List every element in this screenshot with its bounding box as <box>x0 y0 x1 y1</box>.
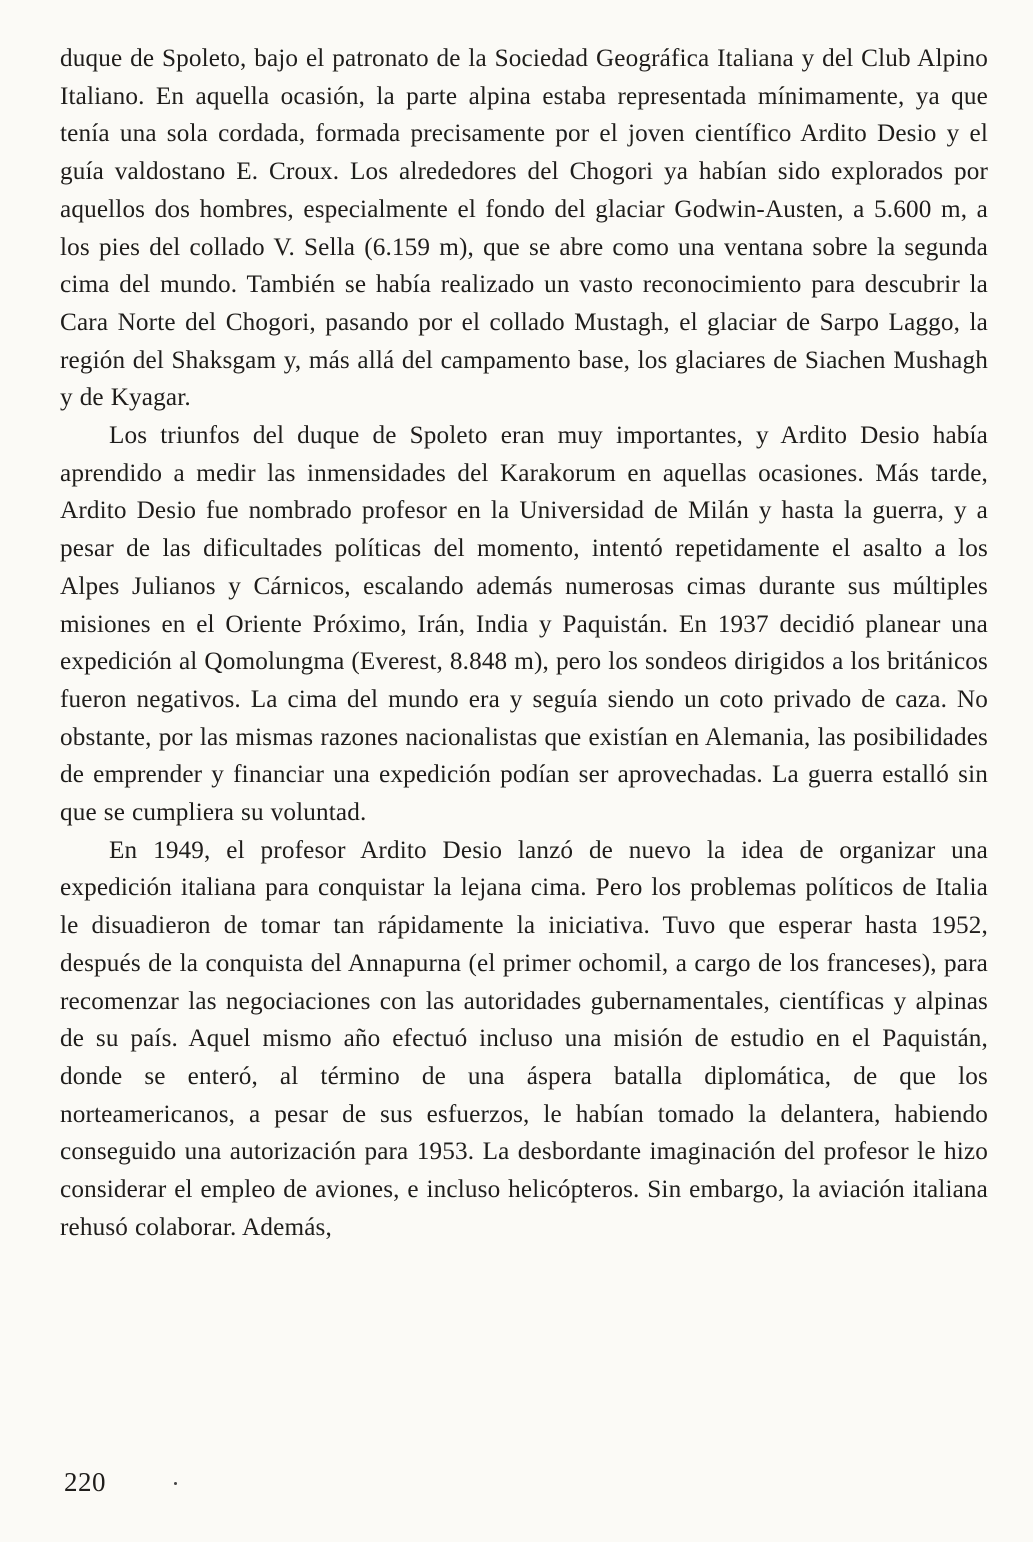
paragraph-2: Los triunfos del duque de Spoleto eran muy importantes, y Ardito Desio había aprendido a medir las inmensidades del Karakorum en aquellas ocasiones. Más tarde, Ardito Desio fue nombrado profesor en la Universidad de Milán y hasta la guerra, y a pesar de las dificultades políticas del momento, intentó repetidamente el asalto a los Alpes Julianos y Cárnicos, escalando además numerosas cimas durante sus múltiples misiones en el Oriente Próximo, Irán, India y Paquistán. En 1937 decidió planear una expedición al Qomolungma (Everest, 8.848 m), pero los sondeos dirigidos a los británicos fueron negativos. La cima del mundo era y seguía siendo un coto privado de caza. No obstante, por las mismas razones nacionalistas que existían en Alemania, las posibilidades de emprender y financiar una expedición podían ser aprovechadas. La guerra estalló sin que se cumpliera su voluntad. <box>60 422 988 827</box>
stray-ink-mark <box>174 1482 177 1485</box>
paragraph-1: duque de Spoleto, bajo el patronato de la Sociedad Geográfica Italiana y del Club Alpino Italiano. En aquella ocasión, la parte alpina estaba representada mínimamente, ya que tenía una sola cordada, formada precisamente por el joven científico Ardito Desio y el guía valdostano E. Croux. Los alrededores del Chogori ya habían sido explorados por aquellos dos hombres, especialmente el fondo del glaciar Godwin-Austen, a 5.600 m, a los pies del collado V. Sella (6.159 m), que se abre como una ventana sobre la segunda cima del mundo. También se había realizado un vasto reconocimiento para descubrir la Cara Norte del Chogori, pasando por el collado Mustagh, el glaciar de Sarpo Laggo, la región del Shaksgam y, más allá del campamento base, los glaciares de Siachen Mushagh y de Kyagar. <box>60 45 988 412</box>
page-number: 220 <box>64 1467 106 1497</box>
paragraph-3: En 1949, el profesor Ardito Desio lanzó de nuevo la idea de organizar una expedición italiana para conquistar la lejana cima. Pero los problemas políticos de Italia le disuadieron de tomar tan rápidamente la iniciativa. Tuvo que esperar hasta 1952, después de la conquista del Annapurna (el primer ochomil, a cargo de los franceses), para recomenzar las negociaciones con las autoridades gubernamentales, científicas y alpinas de su país. Aquel mismo año efectuó incluso una misión de estudio en el Paquistán, donde se enteró, al término de una áspera batalla diplomática, de que los norteamericanos, a pesar de sus esfuerzos, le habían tomado la delantera, habiendo conseguido una autorización para 1953. La desbordante imaginación del profesor le hizo considerar el empleo de aviones, e incluso helicópteros. Sin embargo, la aviación italiana rehusó colaborar. Además, <box>60 836 988 1241</box>
page-body <box>60 40 988 1247</box>
